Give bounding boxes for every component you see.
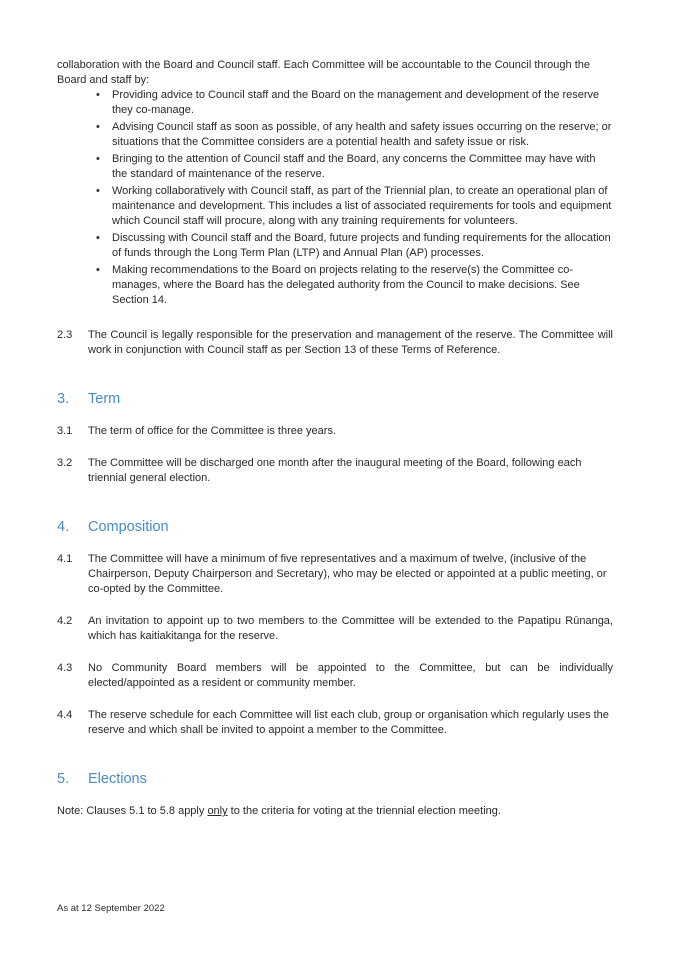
clause-text: An invitation to appoint up to two members to the Committee will be extended to the Papatipu Rūnanga, which has kaitiakitanga for the reserve. bbox=[88, 615, 613, 642]
note-prefix: Note: Clauses 5.1 to 5.8 apply bbox=[57, 805, 208, 817]
section-heading-term bbox=[57, 390, 613, 408]
bullet-item: • Working collaboratively with Council staff, as part of the Triennial plan, to create an operational plan of maintenance and development. This includes a list of associated requirements for tools and equipment which Council staff will procure, along with any training requirements for volunteers. bbox=[88, 184, 613, 229]
clause-text: The term of office for the Committee is three years. bbox=[88, 425, 337, 437]
note-underlined-word: only bbox=[207, 805, 228, 817]
clause-number: 4.2 bbox=[57, 615, 73, 627]
bullet-item: • Making recommendations to the Board on projects relating to the reserve(s) the Committee co-manages, where the Board has the delegated authority from the Council to make decisions. See Section 14. bbox=[88, 263, 613, 308]
clause-4-3 bbox=[57, 661, 613, 691]
bullet-item: • Bringing to the attention of Council staff and the Board, any concerns the Committee may have with the standard of maintenance of the reserve. bbox=[88, 152, 613, 182]
bullet-list bbox=[88, 88, 613, 308]
clause-2-3 bbox=[57, 328, 613, 358]
heading-number: 3. bbox=[57, 391, 70, 407]
clause-3-2 bbox=[57, 456, 613, 486]
clause-4-2 bbox=[57, 614, 613, 644]
section-heading-elections bbox=[57, 770, 613, 788]
clause-number: 3.2 bbox=[57, 457, 73, 469]
section-heading-composition bbox=[57, 518, 613, 536]
note-suffix: to the criteria for voting at the triennial election meeting. bbox=[227, 805, 501, 817]
clause-text: The Committee will have a minimum of five representatives and a maximum of twelve, (inclusive of the Chairperson, Deputy Chairperson and Secretary), who may be elected or appointed at a public meeting, or co-opted by the Committee. bbox=[88, 553, 607, 595]
clause-text: The Council is legally responsible for the preservation and management of the reserve. The Committee will work in conjunction with Council staff as per Section 13 of these Terms of Reference. bbox=[88, 329, 613, 356]
clause-4-4 bbox=[57, 708, 613, 738]
heading-title: Term bbox=[88, 391, 121, 407]
heading-title: Elections bbox=[88, 771, 147, 787]
continuation-paragraph: collaboration with the Board and Council staff. Each Committee will be accountable to the Council through the Board and staff by: bbox=[57, 59, 590, 86]
note-paragraph bbox=[57, 804, 613, 819]
clause-text: The reserve schedule for each Committee will list each club, group or organisation which regularly uses the reserve and which shall be invited to appoint a member to the Committee. bbox=[88, 709, 609, 736]
clause-number: 2.3 bbox=[57, 329, 73, 341]
heading-number: 5. bbox=[57, 771, 70, 787]
clause-number: 4.3 bbox=[57, 662, 73, 674]
clause-text: The Committee will be discharged one month after the inaugural meeting of the Board, following each triennial general election. bbox=[88, 457, 582, 484]
clause-number: 4.1 bbox=[57, 553, 73, 565]
clause-4-1 bbox=[57, 552, 613, 597]
bullet-item: • Advising Council staff as soon as possible, of any health and safety issues occurring on the reserve; or situations that the Committee considers are a potential health and safety issue or risk. bbox=[88, 120, 613, 150]
heading-number: 4. bbox=[57, 519, 70, 535]
clause-3-1 bbox=[57, 424, 613, 439]
heading-title: Composition bbox=[88, 519, 169, 535]
clause-number: 3.1 bbox=[57, 425, 73, 437]
bullet-item: • Discussing with Council staff and the Board, future projects and funding requirements for the allocation of funds through the Long Term Plan (LTP) and Annual Plan (AP) processes. bbox=[88, 231, 613, 261]
bullet-item: • Providing advice to Council staff and the Board on the management and development of the reserve they co-manage. bbox=[88, 88, 613, 118]
clause-number: 4.4 bbox=[57, 709, 73, 721]
page-footer: As at 12 September 2022 bbox=[57, 903, 165, 914]
clause-text: No Community Board members will be appointed to the Committee, but can be individually elected/appointed as a resident or community member. bbox=[88, 662, 613, 689]
